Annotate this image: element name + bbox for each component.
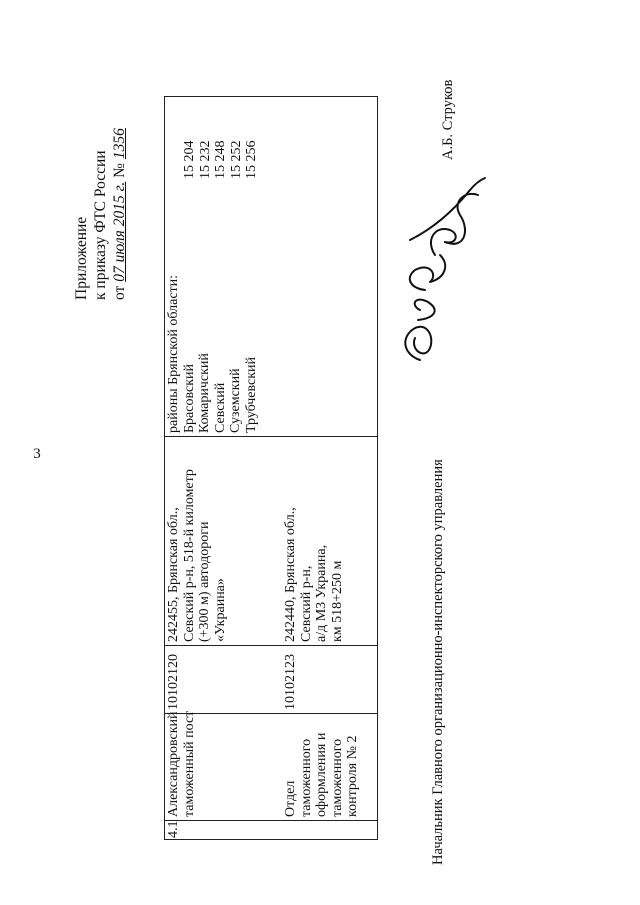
dept-name-line: таможенного [329, 738, 345, 817]
appendix-header [72, 128, 129, 300]
order-reference: к приказу ФТС России [92, 150, 109, 300]
regions-list [166, 275, 259, 433]
region-codes [182, 141, 260, 180]
number-prefix: № [111, 163, 128, 178]
signatory-title: Начальник Главного организационно-инспекторского управления [430, 459, 446, 865]
region-item: Севский [212, 382, 228, 433]
dept-name-line: Отдел [283, 780, 298, 817]
table-divider [165, 820, 377, 821]
address-line: 242455, Брянская обл., [166, 507, 181, 642]
address-post [166, 469, 228, 642]
customs-table [164, 96, 378, 840]
address-line: а/д М3 Украина, [314, 544, 329, 642]
dept-name-line: оформления и [314, 732, 329, 817]
order-number: 1356 [111, 128, 128, 160]
address-department [283, 507, 345, 642]
order-date-line [110, 128, 129, 300]
handwritten-signature [390, 170, 500, 370]
address-line: км 518+250 м [329, 560, 345, 642]
department-name [283, 733, 361, 817]
post-name-line: Александровский [166, 711, 181, 817]
address-line: (+300 м) автодороги [197, 521, 212, 642]
code-department: 10102123 [283, 654, 298, 710]
address-line: Севский р-н, 518-й километр [181, 469, 197, 642]
date-prefix: от [111, 285, 128, 300]
address-line: «Украина» [212, 578, 228, 642]
region-item: Комаричский [197, 353, 212, 433]
appendix-label: Приложение [73, 216, 90, 300]
signatory-name: А.Б. Струков [440, 79, 456, 160]
post-name-line: таможенный пост [181, 710, 197, 817]
region-item: Трубчевский [243, 356, 259, 433]
region-code: 15 248 [213, 140, 228, 179]
table-divider [165, 436, 377, 437]
code-post: 10102120 [166, 654, 181, 710]
post-name [166, 711, 197, 817]
address-line: 242440, Брянская обл., [283, 507, 298, 642]
regions-header: районы Брянской области: [166, 274, 181, 433]
table-divider [165, 645, 377, 646]
region-code: 15 252 [228, 140, 244, 179]
page-number: 3 [33, 446, 41, 462]
dept-name-line: контроля № 2 [345, 735, 360, 817]
address-line: Севский р-н, [298, 565, 314, 642]
order-date: 07 июля 2015 г. [111, 181, 128, 282]
row-number: 4.1 [166, 820, 181, 838]
region-code: 15 204 [182, 140, 197, 179]
region-item: Брасовский [181, 364, 197, 433]
region-code: 15 256 [244, 140, 259, 179]
region-item: Суземский [228, 368, 243, 433]
dept-name-line: таможенного [298, 738, 314, 817]
region-code: 15 232 [197, 140, 213, 179]
